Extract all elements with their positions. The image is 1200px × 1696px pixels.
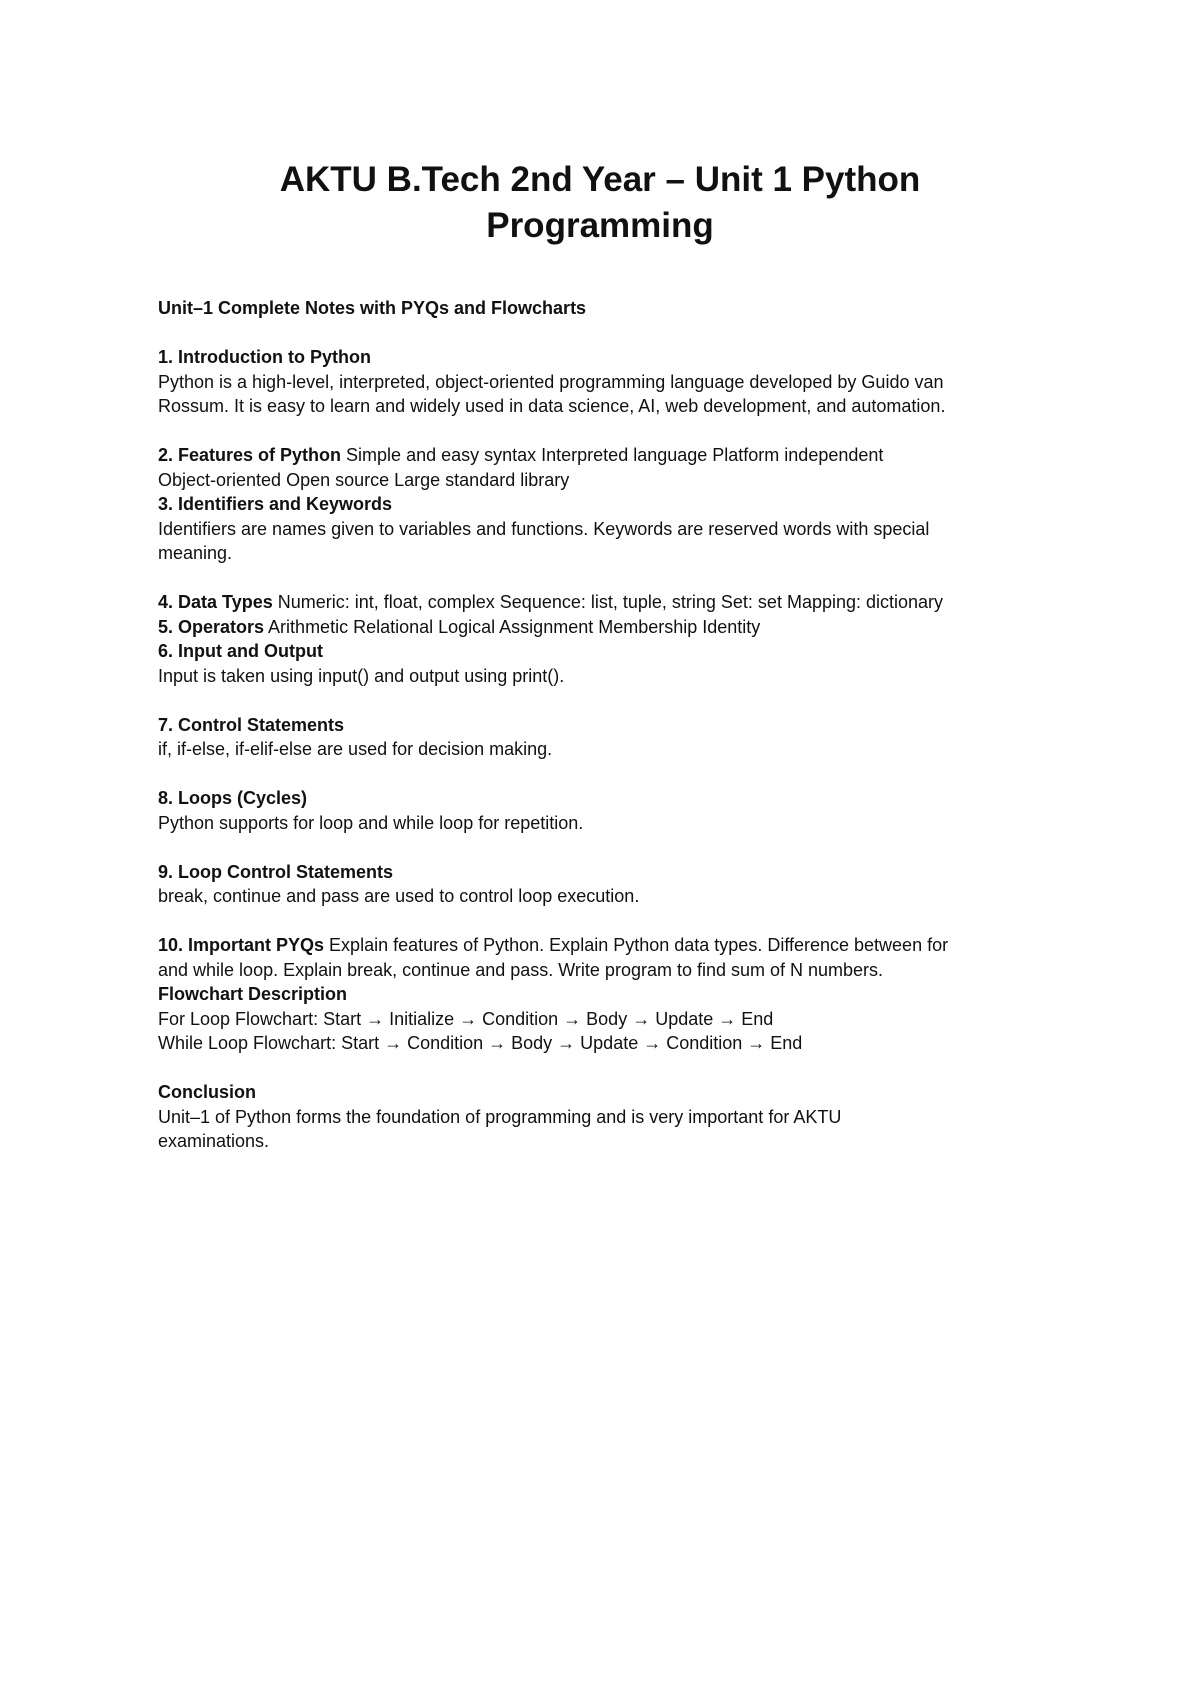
page-title	[150, 157, 1050, 249]
document-body	[158, 296, 1058, 1154]
features-paragraph-line-1	[158, 443, 1058, 468]
section-heading-loops: 8. Loops (Cycles)	[158, 788, 308, 808]
for-loop-flowchart-text: For Loop Flowchart: Start → Initialize → Condition → Body → Update → End	[158, 1008, 774, 1029]
input-output-text: Input is taken using input() and output using print().	[158, 665, 565, 686]
operators-text: Arithmetic Relational Logical Assignment Membership Identity	[264, 616, 761, 637]
title-line-2: Programming	[486, 206, 714, 245]
section-heading-pyqs: 10. Important PYQs	[158, 935, 325, 955]
loop-control-text: break, continue and pass are used to control loop execution.	[158, 886, 640, 906]
pyqs-text-line-2: and while loop. Explain break, continue and pass. Write program to find sum of N numbers.	[158, 959, 884, 980]
title-line-1: AKTU B.Tech 2nd Year – Unit 1 Python	[279, 160, 921, 199]
identifiers-text-line-1: Identifiers are names given to variables and functions. Keywords are reserved words with special	[158, 518, 930, 539]
data-types-paragraph	[158, 590, 1058, 615]
section-heading-data-types: 4. Data Types	[158, 592, 273, 612]
features-text-line-1: Simple and easy syntax Interpreted language Platform independent	[341, 445, 884, 465]
features-text-line-2: Object-oriented Open source Large standard library	[158, 469, 570, 490]
while-loop-flowchart-text: While Loop Flowchart: Start → Condition → Body → Update → Condition → End	[158, 1033, 803, 1053]
section-heading-loop-control: 9. Loop Control Statements	[158, 861, 394, 882]
section-heading-control-statements: 7. Control Statements	[158, 714, 345, 735]
section-heading-features: 2. Features of Python	[158, 445, 342, 465]
data-types-text: Numeric: int, float, complex Sequence: list, tuple, string Set: set Mapping: dictionary	[272, 592, 944, 612]
identifiers-text-line-2: meaning.	[158, 543, 233, 563]
document-subtitle: Unit–1 Complete Notes with PYQs and Flowcharts	[158, 298, 587, 318]
conclusion-text-line-1: Unit–1 of Python forms the foundation of programming and is very important for AKTU	[158, 1106, 842, 1127]
section-heading-flowchart: Flowchart Description	[158, 984, 348, 1004]
control-statements-text: if, if-else, if-elif-else are used for decision making.	[158, 739, 553, 759]
introduction-text-line-2: Rossum. It is easy to learn and widely used in data science, AI, web development, and automation.	[158, 396, 946, 416]
section-heading-introduction: 1. Introduction to Python	[158, 347, 371, 367]
section-heading-identifiers: 3. Identifiers and Keywords	[158, 494, 393, 514]
conclusion-text-line-2: examinations.	[158, 1131, 270, 1151]
pyqs-paragraph-line-1	[158, 933, 1058, 958]
introduction-text-line-1: Python is a high-level, interpreted, object-oriented programming language developed by Guido van	[158, 371, 944, 392]
operators-paragraph	[158, 615, 1058, 640]
pyqs-text-line-1: Explain features of Python. Explain Python data types. Difference between for	[324, 935, 949, 955]
section-heading-conclusion: Conclusion	[158, 1082, 256, 1102]
section-heading-operators: 5. Operators	[158, 616, 265, 637]
loops-text: Python supports for loop and while loop for repetition.	[158, 812, 584, 833]
section-heading-input-output: 6. Input and Output	[158, 641, 323, 661]
